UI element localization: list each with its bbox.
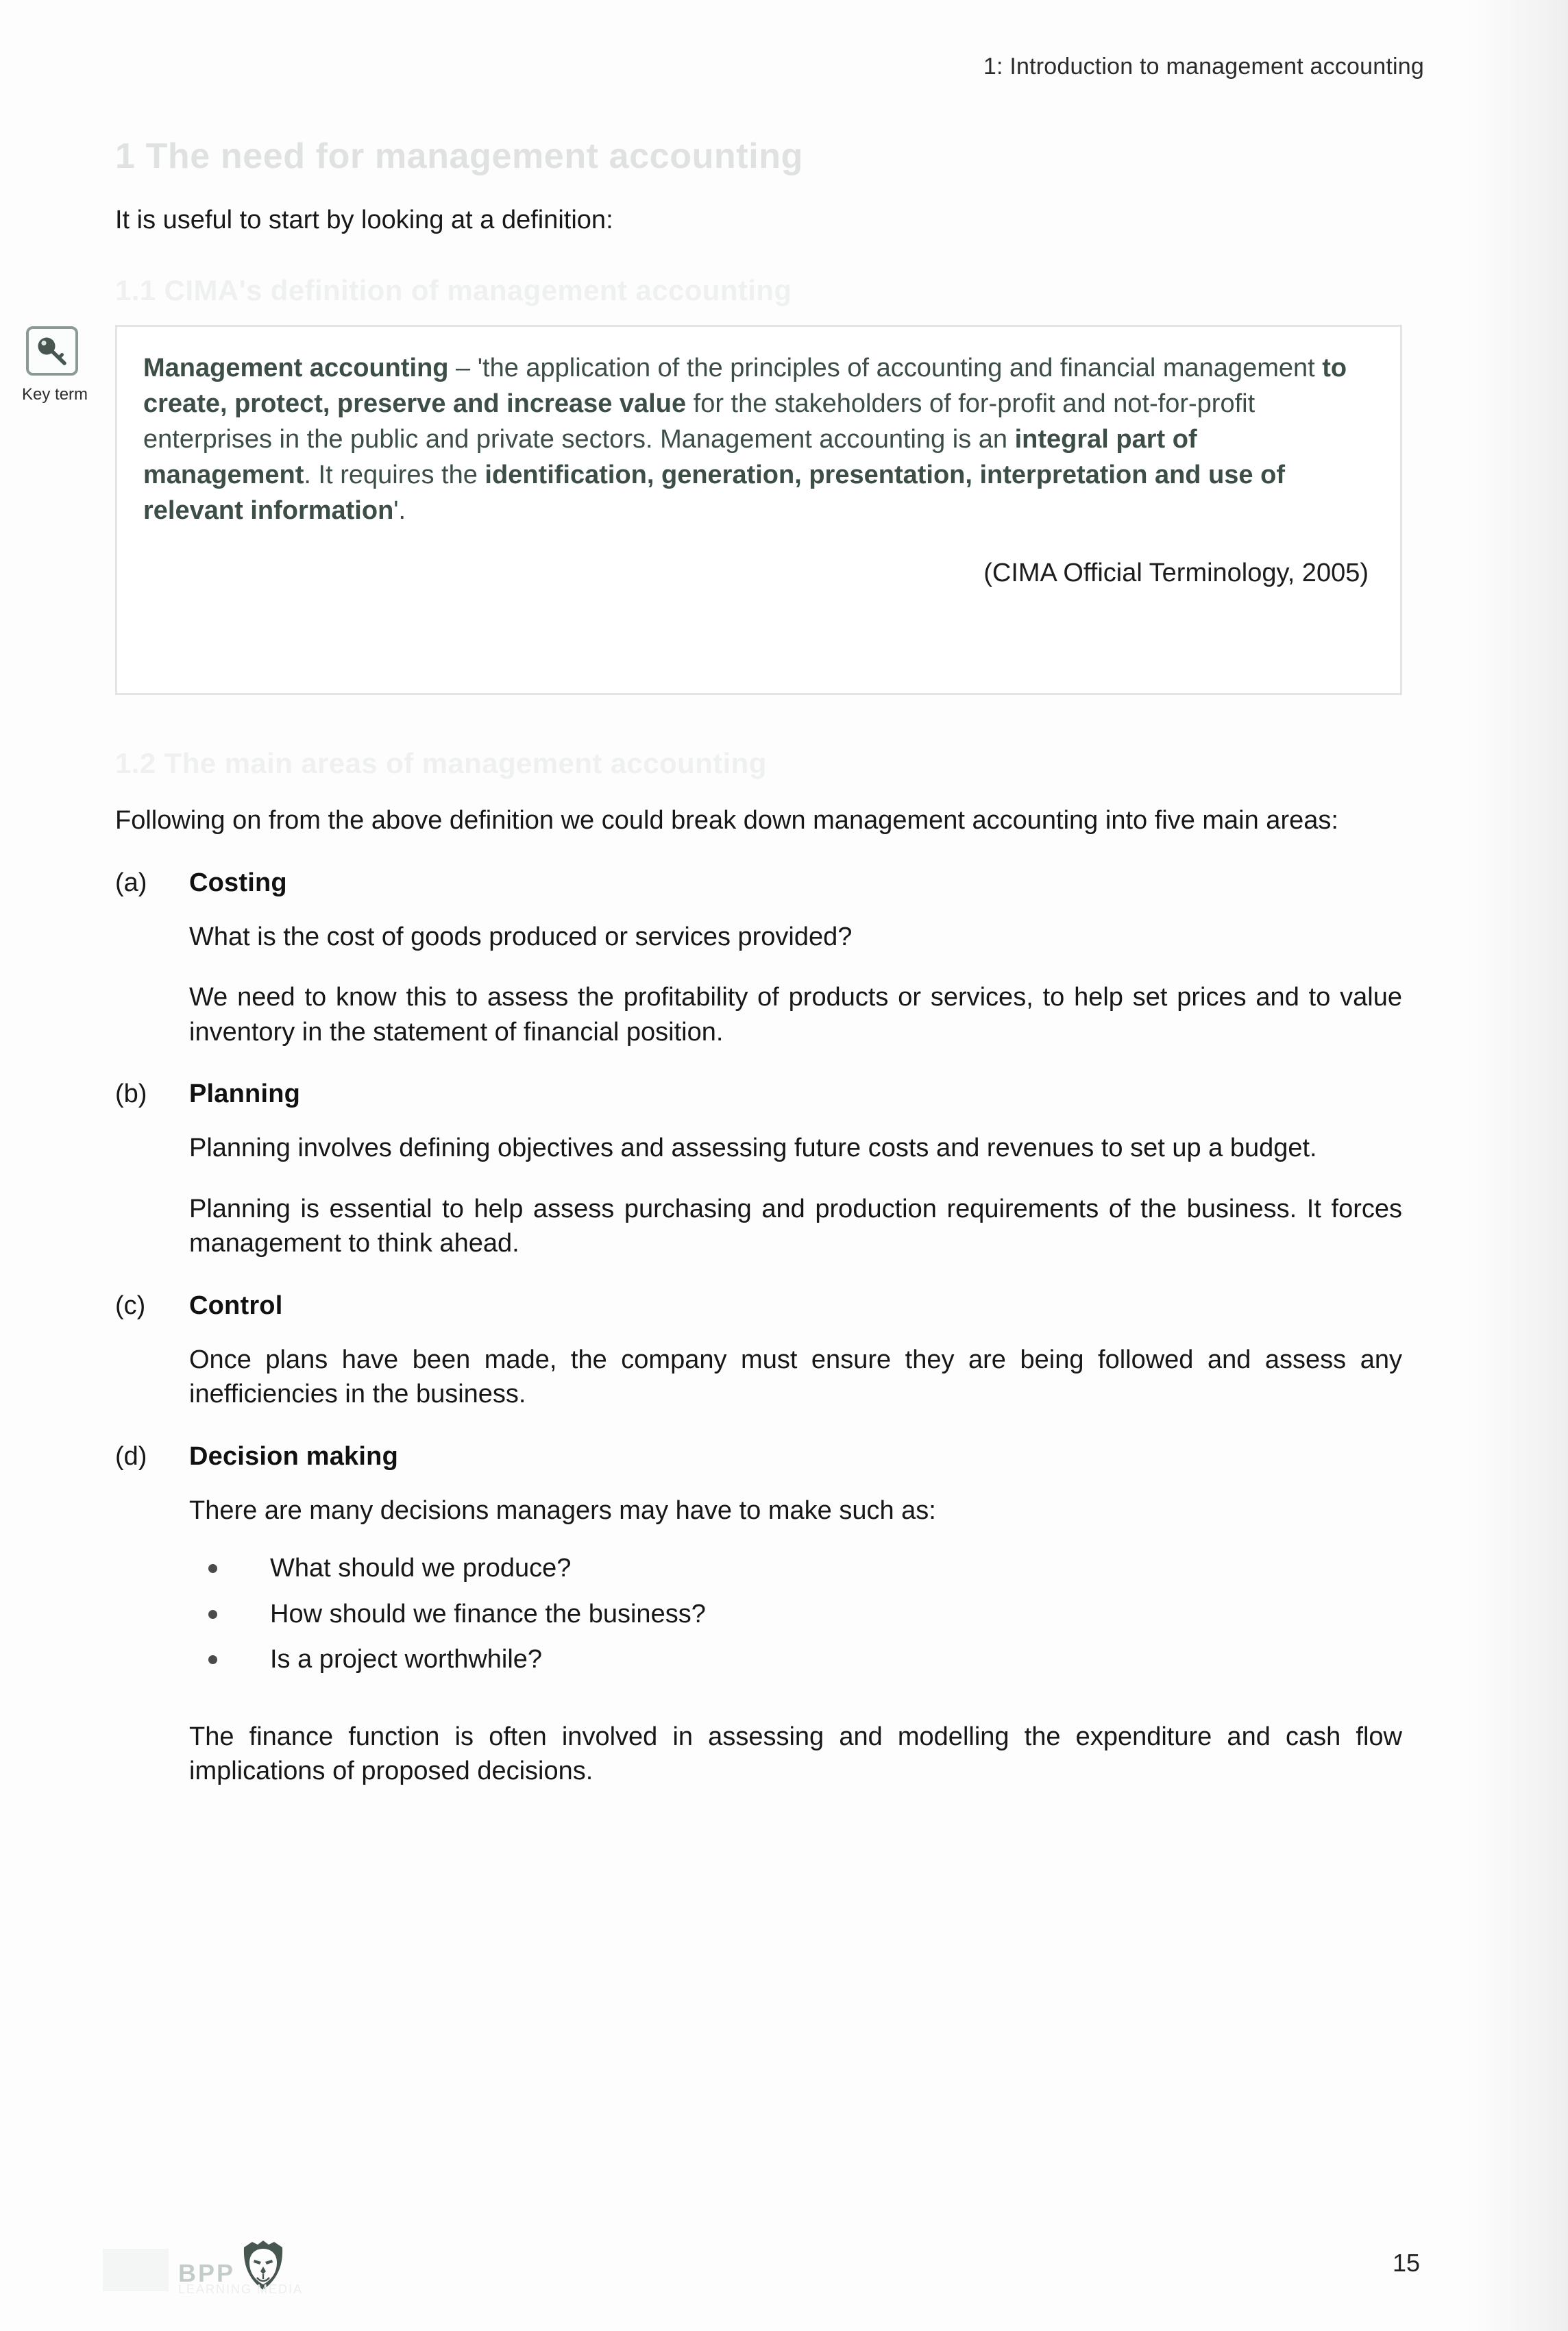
area-paragraph: We need to know this to assess the profitability of products or services, to help set prices and to value inventory in the statement of financial position. [189, 983, 1402, 1047]
bullet-dot-icon [208, 1610, 217, 1619]
sub-heading-1-1: 1.1 CIMA's definition of management accounting [115, 274, 792, 306]
area-marker: (d) [115, 1441, 147, 1471]
bpp-logo [103, 2239, 304, 2296]
bullet-dot-icon [208, 1655, 217, 1664]
list-item [189, 1551, 1402, 1586]
body-flow [115, 803, 1402, 1789]
decision-closing-paragraph: The finance function is often involved in assessing and modelling the expenditure and cash flow implications of proposed decisions. [189, 1722, 1402, 1786]
lead-paragraph: It is useful to start by looking at a definition: [115, 206, 613, 234]
key-icon [26, 326, 78, 376]
area-item-decision-making [115, 1442, 1402, 1789]
list-item-label: How should we finance the business? [270, 1599, 706, 1628]
area-body [189, 1343, 1402, 1412]
area-paragraph: What is the cost of goods produced or services provided? [189, 922, 853, 951]
area-title: Decision making [189, 1441, 398, 1471]
area-body [189, 1131, 1402, 1261]
key-term-bold-2: integral part of management [143, 425, 1197, 490]
area-paragraph: Once plans have been made, the company must ensure they are being followed and assess any inefficiencies in the business. [189, 1345, 1402, 1409]
key-term-box [115, 325, 1402, 695]
area-marker: (c) [115, 1291, 146, 1320]
area-body [189, 920, 1402, 1050]
key-term-icon-label: Key term [22, 385, 88, 404]
area-marker: (b) [115, 1079, 147, 1109]
area-title: Costing [189, 868, 287, 897]
area-item-costing [115, 868, 1402, 1050]
key-term-segment-3: . It requires the [304, 461, 485, 490]
key-term-segment-4: '. [393, 496, 406, 526]
key-term-segment-2: for the stakeholders of for-profit and not-for-profit enterprises in the public and private sectors. Management accounting is an [143, 389, 1255, 454]
area-title: Control [189, 1291, 283, 1320]
bullet-dot-icon [208, 1564, 217, 1573]
key-term-definition [143, 350, 1369, 528]
scan-edge-shading [1465, 0, 1568, 2331]
area-marker: (a) [115, 868, 147, 897]
list-item [189, 1597, 1402, 1632]
area-body [189, 1493, 1402, 1789]
area-title: Planning [189, 1079, 301, 1109]
key-term-block [22, 325, 1402, 695]
list-item-label: What should we produce? [270, 1554, 572, 1583]
intro-paragraph: Following on from the above definition we could break down management accounting into five main areas: [115, 806, 1338, 835]
key-term-bold-3: identification, generation, presentation, interpretation and use of relevant information [143, 461, 1285, 526]
list-item [189, 1642, 1402, 1677]
section-heading: 1 The need for management accounting [115, 136, 803, 176]
list-item-label: Is a project worthwhile? [270, 1645, 543, 1674]
area-paragraph: Planning is essential to help assess purchasing and production requirements of the business. It forces management to think ahead. [189, 1194, 1402, 1258]
key-term-source-citation: (CIMA Official Terminology, 2005) [983, 559, 1369, 588]
logo-wordmark: BPP [178, 2259, 236, 2287]
area-paragraph: There are many decisions managers may have to make such as: [189, 1496, 936, 1525]
key-term-dash: – [448, 354, 478, 382]
sub-heading-1-2: 1.2 The main areas of management accounting [115, 747, 767, 779]
key-term-bold-1: to create, protect, preserve and increase value [143, 354, 1347, 419]
key-term-name: Management accounting [143, 354, 449, 382]
area-paragraph: Planning involves defining objectives and assessing future costs and revenues to set up a budget. [189, 1134, 1317, 1163]
logo-tagline: LEARNING MEDIA [178, 2282, 304, 2296]
area-item-control [115, 1291, 1402, 1412]
logo-ghost-mark [103, 2249, 169, 2291]
page-number: 15 [1392, 2249, 1420, 2277]
running-header: 1: Introduction to management accounting [983, 53, 1424, 80]
decision-bullet-list [189, 1551, 1402, 1677]
area-item-planning [115, 1079, 1402, 1261]
key-term-icon-column [19, 326, 107, 404]
key-term-segment-1: 'the application of the principles of accounting and financial management [477, 354, 1323, 382]
